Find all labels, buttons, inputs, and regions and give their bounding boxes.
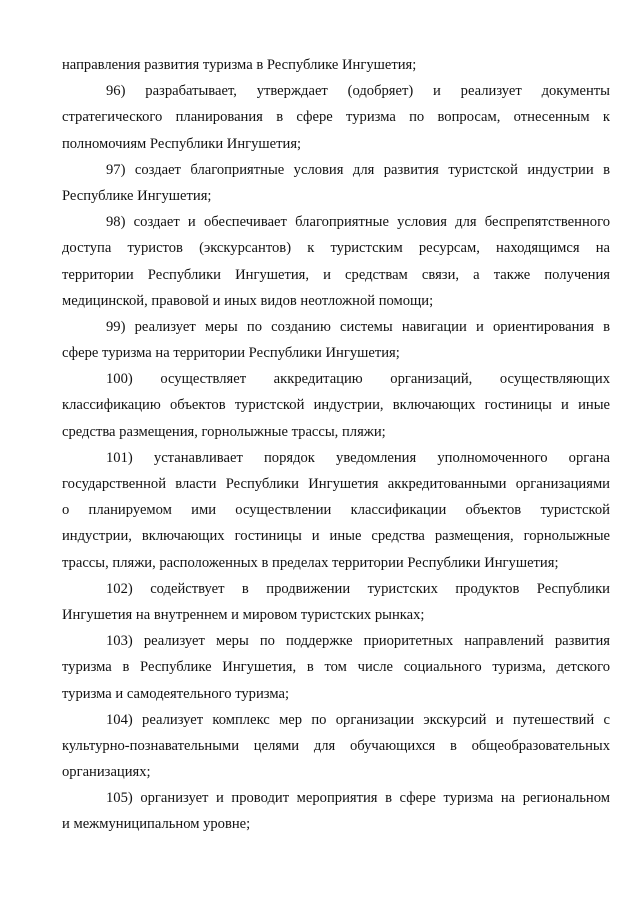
text-line: 97) создает благоприятные условия для развития туристской индустрии в: [106, 161, 610, 178]
paragraph: [62, 785, 610, 837]
text-line: полномочиям Республики Ингушетия;: [62, 135, 302, 152]
text-line: организациях;: [62, 764, 151, 781]
text-line: туризма в Республике Ингушетия, в том числе социального туризма, детского: [62, 659, 610, 676]
paragraph: [62, 209, 610, 314]
paragraph: [62, 445, 610, 576]
text-line: стратегического планирования в сфере туризма по вопросам, отнесенным к: [62, 109, 610, 126]
text-line: 102) содействует в продвижении туристских продуктов Республики: [106, 580, 610, 597]
paragraph: [62, 576, 610, 628]
document-page: [62, 52, 610, 838]
text-line: 104) реализует комплекс мер по организации экскурсий и путешествий с: [106, 711, 610, 728]
text-line: средства размещения, горнолыжные трассы, пляжи;: [62, 423, 386, 440]
text-line: направления развития туризма в Республике Ингушетия;: [62, 57, 417, 73]
paragraph: [62, 366, 610, 445]
text-line: и межмуниципальном уровне;: [62, 816, 251, 833]
text-line: 98) создает и обеспечивает благоприятные условия для беспрепятственного: [106, 214, 610, 231]
paragraph: [62, 78, 610, 157]
text-line: сфере туризма на территории Республики Ингушетия;: [62, 345, 400, 362]
text-line: индустрии, включающих гостиницы и иные средства размещения, горнолыжные: [62, 528, 610, 545]
text-line: доступа туристов (экскурсантов) к туристским ресурсам, находящимся на: [62, 240, 610, 257]
text-line: 99) реализует меры по созданию системы навигации и ориентирования в: [106, 318, 610, 335]
text-line: 96) разрабатывает, утверждает (одобряет) и реализует документы: [106, 83, 610, 100]
text-line: Республике Ингушетия;: [62, 187, 212, 204]
text-line: 100) осуществляет аккредитацию организаций, осуществляющих: [106, 371, 610, 388]
paragraph: [62, 157, 610, 209]
text-line: территории Республики Ингушетия, и средствам связи, а также получения: [62, 266, 610, 283]
paragraph: [62, 628, 610, 707]
text-line: культурно-познавательными целями для обучающихся в общеобразовательных: [62, 737, 610, 754]
paragraph: [62, 52, 610, 78]
text-line: Ингушетия на внутреннем и мировом туристских рынках;: [62, 606, 425, 623]
text-line: туризма и самодеятельного туризма;: [62, 685, 290, 702]
paragraph: [62, 707, 610, 786]
text-line: 105) организует и проводит мероприятия в сфере туризма на региональном: [106, 790, 610, 807]
paragraph: [62, 314, 610, 366]
text-line: 101) устанавливает порядок уведомления уполномоченного органа: [106, 449, 610, 466]
text-line: о планируемом ими осуществлении классификации объектов туристской: [62, 502, 610, 519]
text-line: классификацию объектов туристской индустрии, включающих гостиницы и иные: [62, 397, 610, 414]
text-line: трассы, пляжи, расположенных в пределах территории Республики Ингушетия;: [62, 554, 559, 571]
text-line: медицинской, правовой и иных видов неотложной помощи;: [62, 292, 434, 309]
text-line: государственной власти Республики Ингушетия аккредитованными организациями: [62, 476, 610, 492]
text-line: 103) реализует меры по поддержке приоритетных направлений развития: [106, 633, 610, 650]
